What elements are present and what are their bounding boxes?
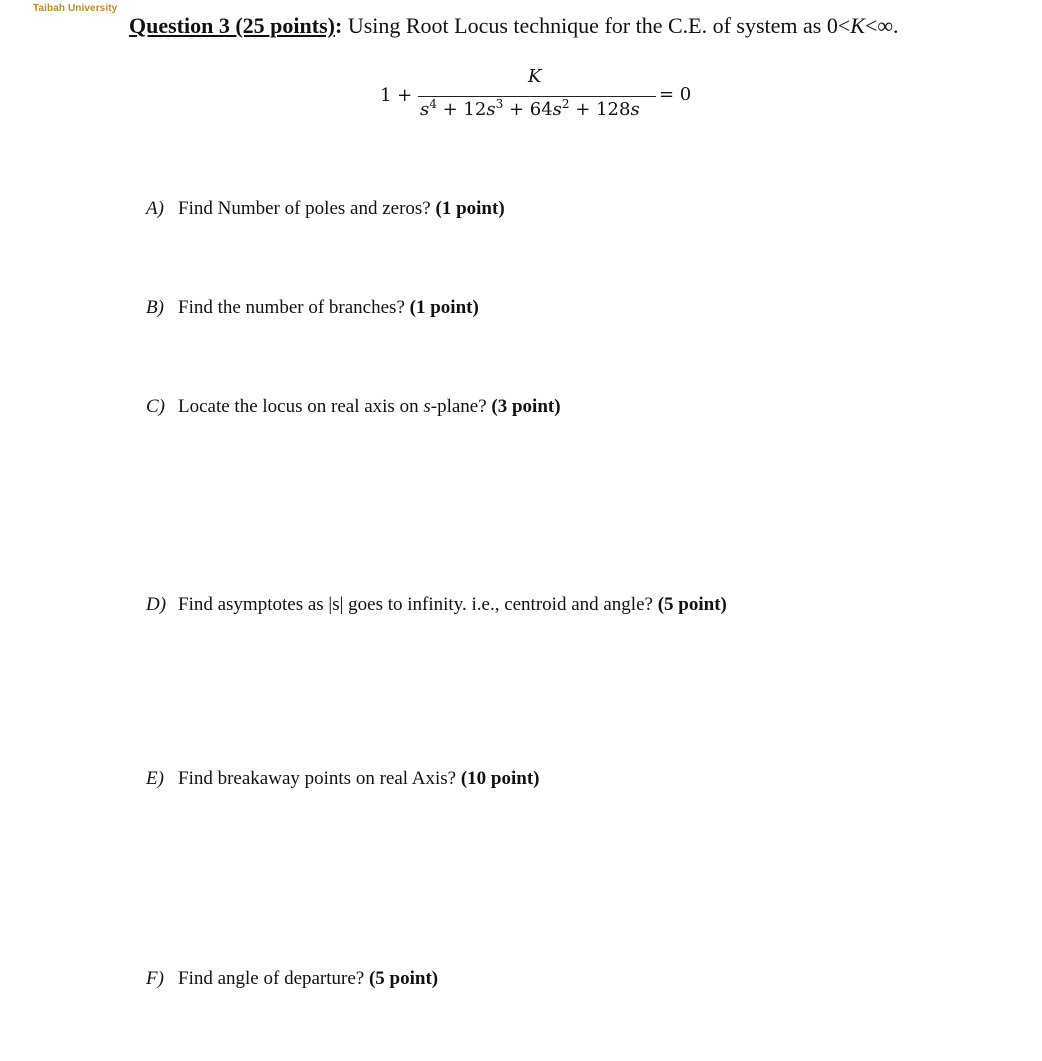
part-text-before: Locate the locus on real axis on [178,396,424,417]
part-label: C) [146,396,165,417]
part-b [146,297,479,319]
equation-lead: 1 + [380,85,413,106]
part-c [146,396,561,418]
question-title [129,13,899,39]
den-p3: 3 [495,97,504,111]
den-t2: + 12 [436,99,487,120]
part-label: F) [146,968,164,989]
part-label: E) [146,768,164,789]
part-a [146,198,505,220]
part-label: D) [146,594,167,615]
den-s2: s [552,99,562,120]
equation-rhs: = 0 [659,84,692,105]
question-colon: : [334,13,343,38]
part-d [146,594,727,616]
part-text: Find angle of departure? [178,968,365,989]
den-s1: s [630,99,640,120]
den-p4: 4 [429,97,437,111]
part-points: (1 point) [435,198,505,219]
question-heading: Question 3 (25 points) [129,13,335,38]
equation-denominator [420,97,640,120]
part-points: (1 point) [409,297,479,318]
part-e [146,768,540,790]
question-text-after: <∞. [864,13,899,38]
equation-numerator: K [528,66,542,87]
part-points: (5 point) [657,594,727,615]
den-s4: s [420,99,430,120]
part-points: (3 point) [491,396,561,417]
part-text: Find the number of branches? [178,297,405,318]
characteristic-equation [378,66,698,126]
part-text: Find Number of poles and zeros? [178,198,431,219]
part-points: (10 point) [460,768,540,789]
part-text-after: -plane? [430,396,487,417]
den-t4: + 128 [569,99,631,120]
part-f [146,968,438,990]
den-s3: s [486,99,496,120]
part-label: A) [146,198,164,219]
part-points: (5 point) [368,968,439,989]
part-text-var: s [423,396,431,417]
part-text: Find breakaway points on real Axis? [178,768,457,789]
question-variable: K [850,13,865,38]
university-logo-text: Taibah University [33,3,118,14]
question-text-before: Using Root Locus technique for the C.E. of system as 0< [342,13,851,38]
part-text: Find asymptotes as |s| goes to infinity. i.e., centroid and angle? [178,594,653,615]
den-t3: + 64 [503,99,553,120]
part-label: B) [146,297,164,318]
den-p2: 2 [561,97,570,111]
